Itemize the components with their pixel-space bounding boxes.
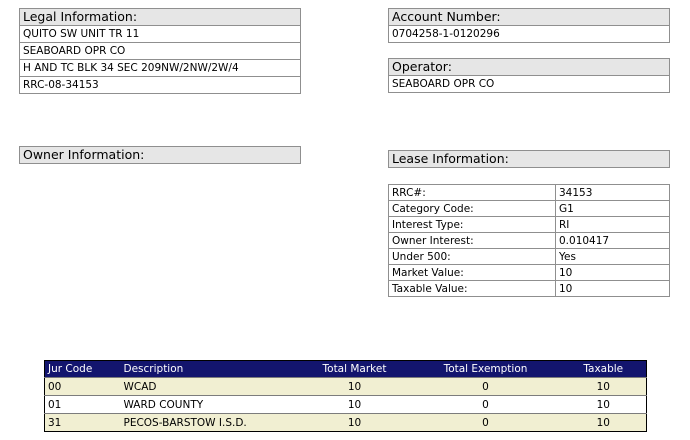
jur-code-cell: 31 <box>45 414 121 432</box>
lease-field-value: 10 <box>556 281 670 297</box>
account-number-panel <box>388 8 670 43</box>
description-cell: WARD COUNTY <box>121 396 299 414</box>
table-row <box>45 396 647 414</box>
jurisdiction-header-row <box>45 361 647 378</box>
legal-line: H AND TC BLK 34 SEC 209NW/2NW/2W/4 <box>20 60 300 77</box>
lease-field-label: Owner Interest: <box>389 233 556 249</box>
lease-field-row <box>389 185 670 201</box>
lease-field-label: Category Code: <box>389 201 556 217</box>
table-row <box>45 414 647 432</box>
lease-field-label: Market Value: <box>389 265 556 281</box>
lease-field-label: Interest Type: <box>389 217 556 233</box>
total-exemption-cell: 0 <box>411 396 561 414</box>
lease-field-value: G1 <box>556 201 670 217</box>
taxable-cell: 10 <box>561 414 647 432</box>
lease-field-value: Yes <box>556 249 670 265</box>
lease-field-row <box>389 281 670 297</box>
operator-header: Operator: <box>389 59 669 76</box>
lease-field-row <box>389 217 670 233</box>
lease-field-row <box>389 249 670 265</box>
jur-code-cell: 00 <box>45 378 121 396</box>
operator-value: SEABOARD OPR CO <box>392 78 495 90</box>
column-header-jur-code: Jur Code <box>45 361 121 378</box>
lease-field-label: Under 500: <box>389 249 556 265</box>
description-cell: PECOS-BARSTOW I.S.D. <box>121 414 299 432</box>
lease-field-value: 0.010417 <box>556 233 670 249</box>
legal-information-panel <box>19 8 301 94</box>
legal-line: SEABOARD OPR CO <box>20 43 300 60</box>
total-market-cell: 10 <box>299 378 411 396</box>
description-cell: WCAD <box>121 378 299 396</box>
jur-code-cell: 01 <box>45 396 121 414</box>
table-row <box>45 378 647 396</box>
lease-information-panel <box>388 150 670 168</box>
total-market-cell: 10 <box>299 414 411 432</box>
column-header-total-market: Total Market <box>299 361 411 378</box>
total-exemption-cell: 0 <box>411 378 561 396</box>
lease-field-row <box>389 201 670 217</box>
operator-panel <box>388 58 670 93</box>
legal-line: RRC-08-34153 <box>23 79 99 91</box>
lease-field-value: 10 <box>556 265 670 281</box>
jurisdiction-table <box>44 360 647 432</box>
legal-line: QUITO SW UNIT TR 11 <box>20 26 300 43</box>
legal-information-header: Legal Information: <box>20 9 300 26</box>
taxable-cell: 10 <box>561 378 647 396</box>
lease-field-label: Taxable Value: <box>389 281 556 297</box>
account-number-value: 0704258-1-0120296 <box>392 28 500 40</box>
column-header-taxable: Taxable <box>561 361 647 378</box>
lease-field-row <box>389 265 670 281</box>
lease-information-header: Lease Information: <box>389 151 669 167</box>
total-market-cell: 10 <box>299 396 411 414</box>
owner-information-header: Owner Information: <box>20 147 300 163</box>
total-exemption-cell: 0 <box>411 414 561 432</box>
owner-information-panel <box>19 146 301 164</box>
lease-field-value: 34153 <box>556 185 670 201</box>
lease-details-table <box>388 184 670 297</box>
lease-field-value: RI <box>556 217 670 233</box>
lease-field-row <box>389 233 670 249</box>
taxable-cell: 10 <box>561 396 647 414</box>
column-header-description: Description <box>121 361 299 378</box>
column-header-total-exemption: Total Exemption <box>411 361 561 378</box>
lease-field-label: RRC#: <box>389 185 556 201</box>
account-number-header: Account Number: <box>389 9 669 26</box>
